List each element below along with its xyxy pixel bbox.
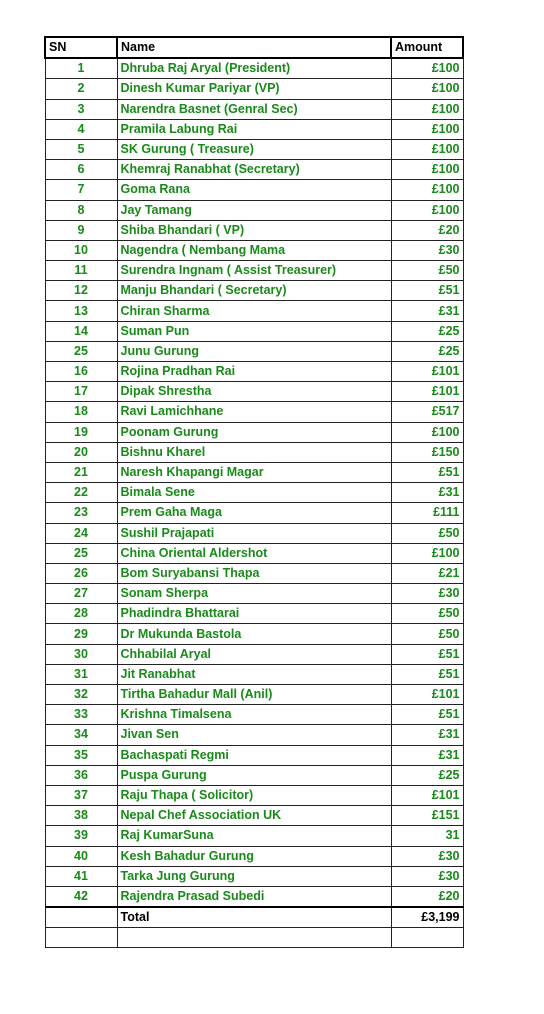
table-row	[45, 341, 463, 361]
name-cell[interactable]: Jivan Sen	[117, 725, 391, 745]
amount-cell[interactable]: £100	[391, 543, 463, 563]
sn-cell[interactable]: 26	[45, 563, 117, 583]
sn-cell[interactable]: 36	[45, 765, 117, 785]
sn-cell[interactable]: 5	[45, 139, 117, 159]
sn-cell[interactable]: 41	[45, 866, 117, 886]
amount-cell[interactable]: £20	[391, 220, 463, 240]
amount-cell[interactable]: £151	[391, 806, 463, 826]
amount-cell[interactable]: £30	[391, 846, 463, 866]
table-row	[45, 422, 463, 442]
name-cell[interactable]: Bimala Sene	[117, 483, 391, 503]
amount-cell[interactable]: £51	[391, 664, 463, 684]
table-row	[45, 685, 463, 705]
sn-cell[interactable]: 25	[45, 341, 117, 361]
table-row	[45, 462, 463, 482]
name-cell[interactable]: Shiba Bhandari ( VP)	[117, 220, 391, 240]
name-cell[interactable]: Bachaspati Regmi	[117, 745, 391, 765]
blank-cell-amount[interactable]	[391, 928, 463, 948]
sn-cell[interactable]: 20	[45, 442, 117, 462]
sn-cell[interactable]: 8	[45, 200, 117, 220]
sn-cell[interactable]: 29	[45, 624, 117, 644]
amount-cell[interactable]: £30	[391, 584, 463, 604]
table-row	[45, 119, 463, 139]
sn-cell[interactable]: 18	[45, 402, 117, 422]
name-cell[interactable]: Dhruba Raj Aryal (President)	[117, 58, 391, 79]
name-cell[interactable]: Kesh Bahadur Gurung	[117, 846, 391, 866]
name-cell[interactable]: Khemraj Ranabhat (Secretary)	[117, 160, 391, 180]
sn-cell[interactable]: 21	[45, 462, 117, 482]
name-cell[interactable]: Krishna Timalsena	[117, 705, 391, 725]
table-row	[45, 846, 463, 866]
table-row	[45, 139, 463, 159]
table-row	[45, 220, 463, 240]
table-row	[45, 402, 463, 422]
sn-cell[interactable]: 42	[45, 886, 117, 907]
sn-cell[interactable]: 34	[45, 725, 117, 745]
name-cell[interactable]: Dr Mukunda Bastola	[117, 624, 391, 644]
table-row	[45, 745, 463, 765]
name-cell[interactable]: Suman Pun	[117, 321, 391, 341]
name-cell[interactable]: Ravi Lamichhane	[117, 402, 391, 422]
table-row	[45, 785, 463, 805]
name-cell[interactable]: Surendra Ingnam ( Assist Treasurer)	[117, 261, 391, 281]
name-cell[interactable]: Bom Suryabansi Thapa	[117, 563, 391, 583]
table-row	[45, 886, 463, 907]
sn-cell[interactable]: 1	[45, 58, 117, 79]
amount-cell[interactable]: £25	[391, 765, 463, 785]
name-cell[interactable]: Bishnu Kharel	[117, 442, 391, 462]
header-row	[45, 37, 463, 58]
name-cell[interactable]: Jit Ranabhat	[117, 664, 391, 684]
table-row	[45, 563, 463, 583]
amount-cell[interactable]: £50	[391, 624, 463, 644]
name-cell[interactable]: China Oriental Aldershot	[117, 543, 391, 563]
name-cell[interactable]: Nagendra ( Nembang Mama	[117, 240, 391, 260]
name-cell[interactable]: Prem Gaha Maga	[117, 503, 391, 523]
amount-cell[interactable]: £50	[391, 261, 463, 281]
sn-cell[interactable]: 19	[45, 422, 117, 442]
table-row	[45, 866, 463, 886]
sn-cell[interactable]: 3	[45, 99, 117, 119]
amount-cell[interactable]: £30	[391, 240, 463, 260]
amount-cell[interactable]: £101	[391, 785, 463, 805]
table-row	[45, 725, 463, 745]
amount-cell[interactable]: £100	[391, 139, 463, 159]
name-cell[interactable]: Nepal Chef Association UK	[117, 806, 391, 826]
name-cell[interactable]: Naresh Khapangi Magar	[117, 462, 391, 482]
total-label[interactable]: Total	[117, 907, 391, 928]
table-row	[45, 806, 463, 826]
amount-cell[interactable]: £30	[391, 866, 463, 886]
sn-cell[interactable]: 35	[45, 745, 117, 765]
header-amount[interactable]: Amount	[391, 37, 463, 58]
sn-cell[interactable]: 25	[45, 543, 117, 563]
header-name[interactable]: Name	[117, 37, 391, 58]
table-row	[45, 382, 463, 402]
sn-cell[interactable]: 2	[45, 79, 117, 99]
sn-cell[interactable]: 16	[45, 362, 117, 382]
amount-cell[interactable]: £100	[391, 99, 463, 119]
table-row	[45, 543, 463, 563]
table-row	[45, 180, 463, 200]
name-cell[interactable]: Dinesh Kumar Pariyar (VP)	[117, 79, 391, 99]
blank-row	[45, 928, 463, 948]
table-row	[45, 200, 463, 220]
table-row	[45, 624, 463, 644]
name-cell[interactable]: Sushil Prajapati	[117, 523, 391, 543]
total-sn-cell[interactable]	[45, 907, 117, 928]
table-row	[45, 362, 463, 382]
amount-cell[interactable]: £31	[391, 483, 463, 503]
sn-cell[interactable]: 9	[45, 220, 117, 240]
name-cell[interactable]: Pramila Labung Rai	[117, 119, 391, 139]
name-cell[interactable]: Chiran Sharma	[117, 301, 391, 321]
amount-cell[interactable]: £100	[391, 58, 463, 79]
sn-cell[interactable]: 39	[45, 826, 117, 846]
name-cell[interactable]: Narendra Basnet (Genral Sec)	[117, 99, 391, 119]
amount-cell[interactable]: £100	[391, 119, 463, 139]
sn-cell[interactable]: 37	[45, 785, 117, 805]
sn-cell[interactable]: 23	[45, 503, 117, 523]
header-sn[interactable]: SN	[45, 37, 117, 58]
name-cell[interactable]: Rajendra Prasad Subedi	[117, 886, 391, 907]
sn-cell[interactable]: 6	[45, 160, 117, 180]
table-row	[45, 584, 463, 604]
table-row	[45, 281, 463, 301]
name-cell[interactable]: Junu Gurung	[117, 341, 391, 361]
name-cell[interactable]: Dipak Shrestha	[117, 382, 391, 402]
table-row	[45, 664, 463, 684]
total-amount[interactable]: £3,199	[391, 907, 463, 928]
amount-cell[interactable]: £100	[391, 422, 463, 442]
amount-cell[interactable]: £25	[391, 321, 463, 341]
amount-cell[interactable]: £25	[391, 341, 463, 361]
name-cell[interactable]: Manju Bhandari ( Secretary)	[117, 281, 391, 301]
name-cell[interactable]: Chhabilal Aryal	[117, 644, 391, 664]
amount-cell[interactable]: £31	[391, 301, 463, 321]
name-cell[interactable]: Raju Thapa ( Solicitor)	[117, 785, 391, 805]
name-cell[interactable]: Tarka Jung Gurung	[117, 866, 391, 886]
name-cell[interactable]: Goma Rana	[117, 180, 391, 200]
table-row	[45, 503, 463, 523]
amount-cell[interactable]: £31	[391, 725, 463, 745]
amount-cell[interactable]: £111	[391, 503, 463, 523]
sn-cell[interactable]: 32	[45, 685, 117, 705]
sn-cell[interactable]: 10	[45, 240, 117, 260]
sn-cell[interactable]: 28	[45, 604, 117, 624]
table-row	[45, 826, 463, 846]
amount-cell[interactable]: £51	[391, 705, 463, 725]
table-row	[45, 644, 463, 664]
name-cell[interactable]: Phadindra Bhattarai	[117, 604, 391, 624]
table-row	[45, 261, 463, 281]
sn-cell[interactable]: 13	[45, 301, 117, 321]
amount-cell[interactable]: £51	[391, 644, 463, 664]
amount-cell[interactable]: £31	[391, 745, 463, 765]
blank-cell-sn[interactable]	[45, 928, 117, 948]
amount-cell[interactable]: £100	[391, 160, 463, 180]
donation-table	[44, 36, 464, 948]
name-cell[interactable]: Raj KumarSuna	[117, 826, 391, 846]
amount-cell[interactable]: £517	[391, 402, 463, 422]
sn-cell[interactable]: 33	[45, 705, 117, 725]
amount-cell[interactable]: £50	[391, 604, 463, 624]
amount-cell[interactable]: £51	[391, 462, 463, 482]
table-body	[45, 58, 463, 907]
name-cell[interactable]: Tirtha Bahadur Mall (Anil)	[117, 685, 391, 705]
name-cell[interactable]: SK Gurung ( Treasure)	[117, 139, 391, 159]
name-cell[interactable]: Sonam Sherpa	[117, 584, 391, 604]
table-row	[45, 79, 463, 99]
sn-cell[interactable]: 4	[45, 119, 117, 139]
name-cell[interactable]: Rojina Pradhan Rai	[117, 362, 391, 382]
table-row	[45, 483, 463, 503]
blank-cell-name[interactable]	[117, 928, 391, 948]
table-row	[45, 240, 463, 260]
table-row	[45, 705, 463, 725]
sn-cell[interactable]: 27	[45, 584, 117, 604]
sn-cell[interactable]: 17	[45, 382, 117, 402]
name-cell[interactable]: Poonam Gurung	[117, 422, 391, 442]
table-row	[45, 604, 463, 624]
amount-cell[interactable]: £21	[391, 563, 463, 583]
name-cell[interactable]: Jay Tamang	[117, 200, 391, 220]
sn-cell[interactable]: 30	[45, 644, 117, 664]
table-row	[45, 58, 463, 79]
total-row	[45, 907, 463, 928]
amount-cell[interactable]: £101	[391, 382, 463, 402]
sn-cell[interactable]: 31	[45, 664, 117, 684]
table-row	[45, 301, 463, 321]
table-row	[45, 160, 463, 180]
sn-cell[interactable]: 24	[45, 523, 117, 543]
amount-cell[interactable]: £101	[391, 362, 463, 382]
sn-cell[interactable]: 22	[45, 483, 117, 503]
sn-cell[interactable]: 40	[45, 846, 117, 866]
amount-cell[interactable]: £20	[391, 886, 463, 907]
table-row	[45, 765, 463, 785]
sn-cell[interactable]: 38	[45, 806, 117, 826]
amount-cell[interactable]: £100	[391, 79, 463, 99]
amount-cell[interactable]: £100	[391, 200, 463, 220]
amount-cell[interactable]: £50	[391, 523, 463, 543]
amount-cell[interactable]: £150	[391, 442, 463, 462]
table-row	[45, 442, 463, 462]
sn-cell[interactable]: 12	[45, 281, 117, 301]
sn-cell[interactable]: 14	[45, 321, 117, 341]
amount-cell[interactable]: £101	[391, 685, 463, 705]
table-row	[45, 321, 463, 341]
amount-cell[interactable]: £100	[391, 180, 463, 200]
table-row	[45, 523, 463, 543]
sn-cell[interactable]: 7	[45, 180, 117, 200]
amount-cell[interactable]: 31	[391, 826, 463, 846]
sn-cell[interactable]: 11	[45, 261, 117, 281]
amount-cell[interactable]: £51	[391, 281, 463, 301]
table-row	[45, 99, 463, 119]
name-cell[interactable]: Puspa Gurung	[117, 765, 391, 785]
